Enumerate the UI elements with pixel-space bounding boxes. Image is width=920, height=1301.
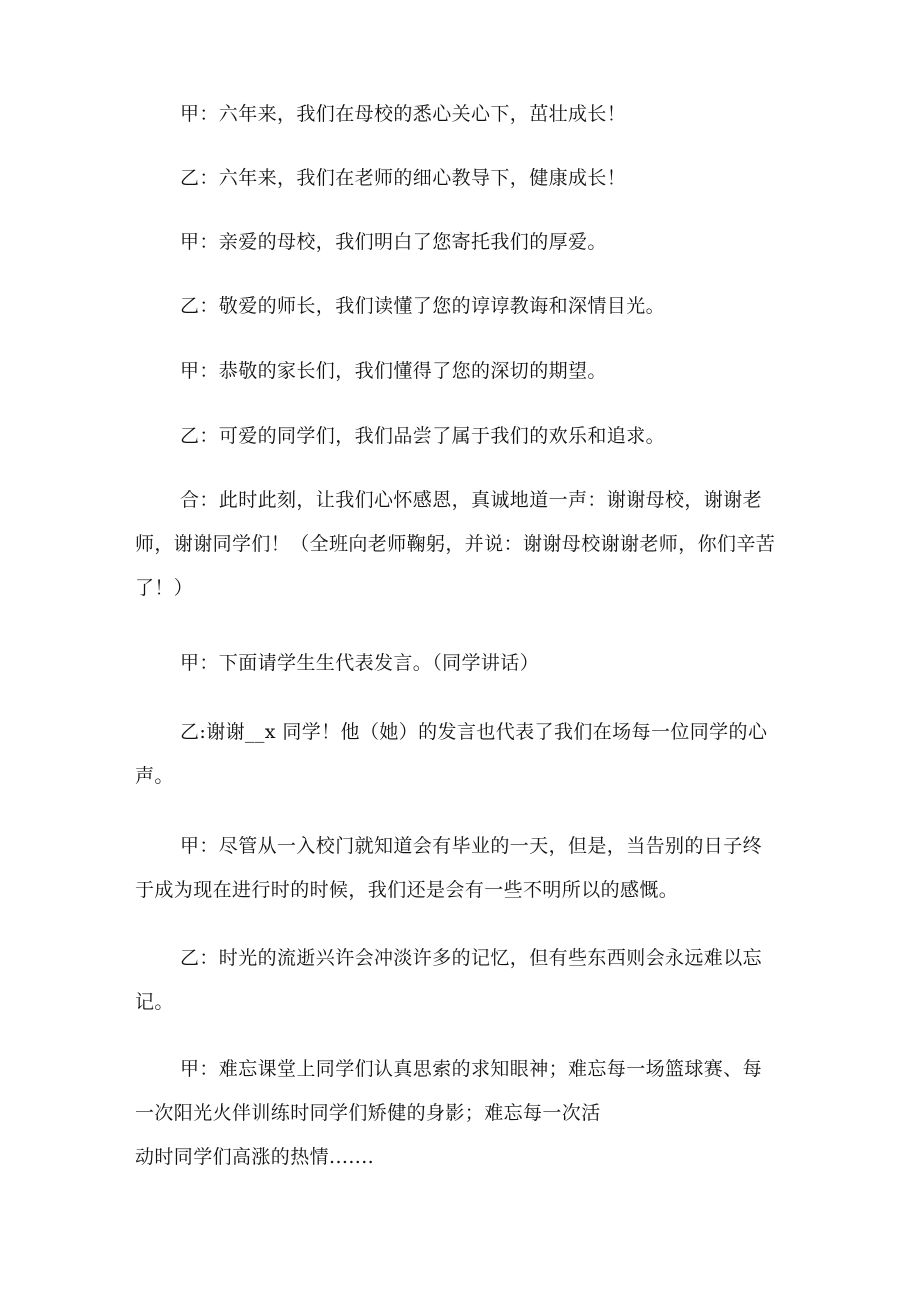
paragraph-4: [135, 284, 800, 328]
paragraph-line: 甲：亲爱的母校，我们明白了您寄托我们的厚爱。: [180, 231, 607, 253]
paragraph-line: 甲：尽管从一入校门就知道会有毕业的一天，但是，当告别的日子终: [180, 835, 763, 857]
paragraph-line: 记。: [135, 991, 174, 1013]
paragraph-line: 于成为现在进行时的时候，我们还是会有一些不明所以的感慨。: [135, 879, 679, 901]
paragraph-line: 了！）: [135, 577, 194, 599]
paragraph-10: [135, 824, 800, 912]
paragraph-line: 乙:谢谢__x 同学！他（她）的发言也代表了我们在场每一位同学的心: [180, 721, 768, 743]
paragraph-line: 声。: [135, 765, 174, 787]
paragraph-line: 甲：六年来，我们在母校的悉心关心下，茁壮成长！: [180, 103, 627, 125]
paragraph-1: [135, 92, 800, 136]
paragraph-5: [135, 349, 800, 393]
paragraph-line: 乙：可爱的同学们，我们品尝了属于我们的欢乐和追求。: [180, 425, 666, 447]
paragraph-line: 师，谢谢同学们！（全班向老师鞠躬，并说：谢谢母校谢谢老师，你们辛苦: [135, 533, 776, 555]
paragraph-12: [135, 1047, 800, 1179]
paragraph-line: 合：此时此刻，让我们心怀感恩，真诚地道一声：谢谢母校，谢谢老: [180, 489, 763, 511]
paragraph-2: [135, 156, 800, 200]
paragraph-line: 乙：六年来，我们在老师的细心教导下，健康成长！: [180, 167, 627, 189]
paragraph-6: [135, 414, 800, 458]
paragraph-3: [135, 220, 800, 264]
paragraph-7: [135, 478, 800, 610]
paragraph-line: 乙：时光的流逝兴许会冲淡许多的记忆，但有些东西则会永远难以忘: [180, 947, 763, 969]
paragraph-11: [135, 936, 800, 1024]
paragraph-line: 动时同学们高涨的热情.......: [135, 1146, 375, 1168]
paragraph-line: 甲：恭敬的家长们，我们懂得了您的深切的期望。: [180, 360, 607, 382]
paragraph-line: 一次阳光火伴训练时同学们矫健的身影；难忘每一次活: [135, 1102, 601, 1124]
paragraph-8: [135, 641, 800, 685]
paragraph-line: 乙：敬爱的师长，我们读懂了您的谆谆教诲和深情目光。: [180, 295, 666, 317]
paragraph-line: 甲：下面请学生生代表发言。（同学讲话）: [180, 652, 540, 674]
paragraph-9: [135, 710, 800, 798]
paragraph-line: 甲：难忘课堂上同学们认真思索的求知眼神；难忘每一场篮球赛、每: [180, 1058, 763, 1080]
